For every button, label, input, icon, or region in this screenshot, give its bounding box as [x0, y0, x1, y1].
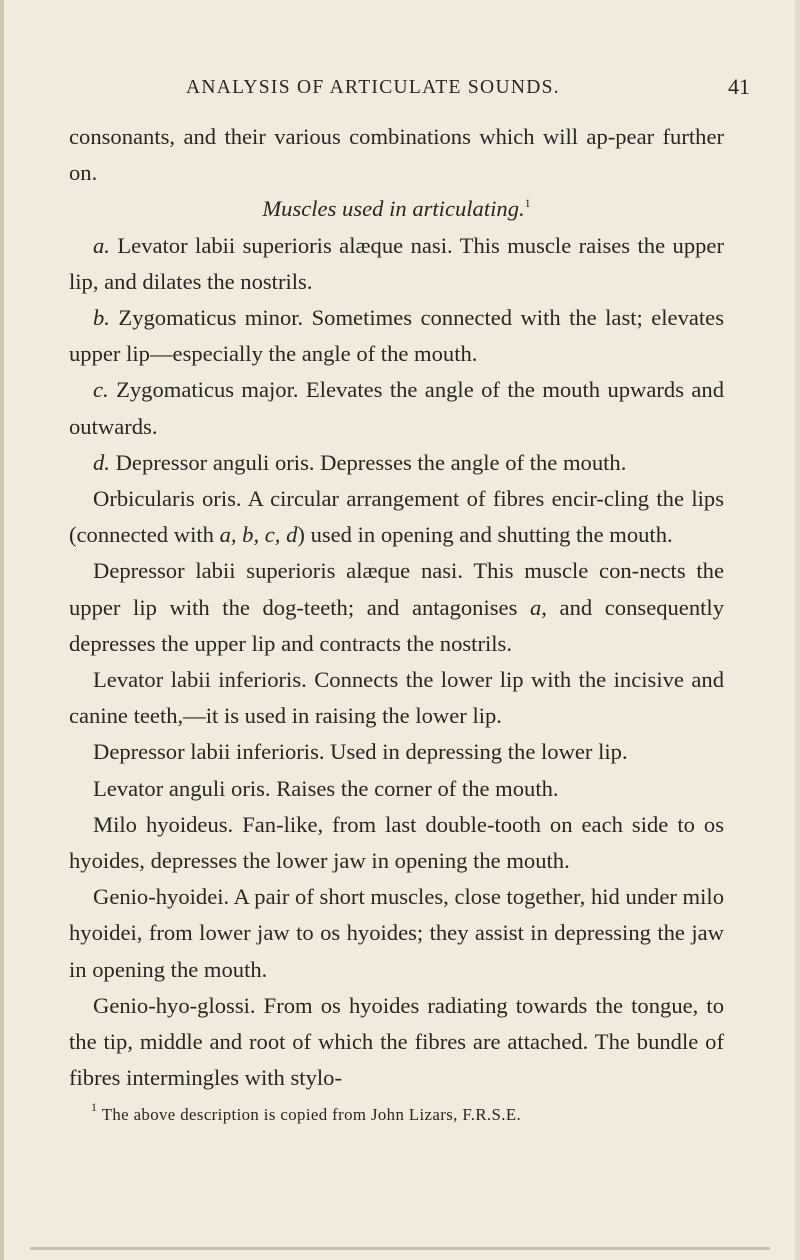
- page-edge-right: [795, 0, 800, 1260]
- muscle-c-marker: c.: [93, 377, 109, 403]
- muscle-a-text: Levator labii superioris alæque nasi. This muscle raises the upper lip, and dilates the nostrils.: [69, 232, 724, 294]
- muscle-d-marker: d.: [93, 449, 110, 475]
- footnote: [91, 1100, 522, 1125]
- page-edge-left: [0, 0, 4, 1260]
- depressor-sup-text-1: Depressor labii superioris alæque nasi. This muscle con-nects the upper lip with the dog-teeth; and antagonises: [69, 558, 724, 620]
- muscle-b-text: Zygomaticus minor. Sometimes connected with the last; elevates upper lip—especially the angle of the mouth.: [69, 305, 724, 367]
- muscle-genio-hyoidei: Genio-hyoidei. A pair of short muscles, close together, hid under milo hyoidei, from lower jaw to os hyoides; they assist in depressing the jaw in opening the mouth.: [69, 884, 724, 982]
- section-heading-text: Muscles used in articulating.: [262, 196, 525, 222]
- footnote-text: The above description is copied from John Lizars, F.R.S.E.: [101, 1105, 522, 1124]
- muscle-levator-labii-inferioris: Levator labii inferioris. Connects the lower lip with the incisive and canine teeth,—it is used in raising the lower lip.: [69, 667, 724, 729]
- muscle-b-marker: b.: [93, 305, 110, 331]
- orbicularis-refs: a, b, c, d: [219, 522, 298, 548]
- muscle-a: [69, 228, 724, 300]
- page-bottom-edge: [30, 1247, 770, 1250]
- muscle-depressor-labii-superioris: [69, 553, 724, 662]
- muscle-depressor-labii-inferioris: Depressor labii inferioris. Used in depressing the lower lip.: [93, 739, 628, 765]
- muscle-a-marker: a.: [93, 232, 110, 258]
- depressor-sup-ref: a: [529, 594, 542, 620]
- depressor-sup-text-2: , and consequently depresses the upper lip and contracts the nostrils.: [69, 594, 724, 656]
- orbicularis-text-2: ) used in opening and shutting the mouth.: [297, 522, 673, 548]
- muscle-levator-anguli: Levator anguli oris. Raises the corner of the mouth.: [93, 775, 559, 801]
- section-heading: [69, 191, 724, 227]
- orbicularis-text-1: Orbicularis oris. A circular arrangement of fibres encir-cling the lips (connected with: [69, 486, 724, 548]
- body-text: [69, 119, 724, 1096]
- muscle-d: [69, 445, 724, 481]
- running-head: ANALYSIS OF ARTICULATE SOUNDS.: [186, 77, 560, 98]
- muscle-orbicularis: [69, 481, 724, 553]
- muscle-genio-hyo-glossi: Genio-hyo-glossi. From os hyoides radiating towards the tongue, to the tip, middle and root of which the fibres are attached. The bundle of fibres intermingles with stylo-: [69, 992, 724, 1091]
- muscle-b: [69, 300, 724, 372]
- muscle-milo-hyoideus: Milo hyoideus. Fan-like, from last double-tooth on each side to os hyoides, depresses the lower jaw in opening the mouth.: [69, 811, 724, 874]
- muscle-d-text: Depressor anguli oris. Depresses the angle of the mouth.: [109, 449, 627, 475]
- intro-paragraph: consonants, and their various combinations which will ap-pear further on.: [69, 124, 724, 186]
- muscle-c-text: Zygomaticus major. Elevates the angle of the mouth upwards and outwards.: [69, 377, 724, 439]
- footnote-mark: 1: [91, 1100, 98, 1114]
- footnote-ref: 1: [524, 196, 531, 211]
- page-number: 41: [728, 74, 750, 99]
- muscle-c: [69, 372, 724, 444]
